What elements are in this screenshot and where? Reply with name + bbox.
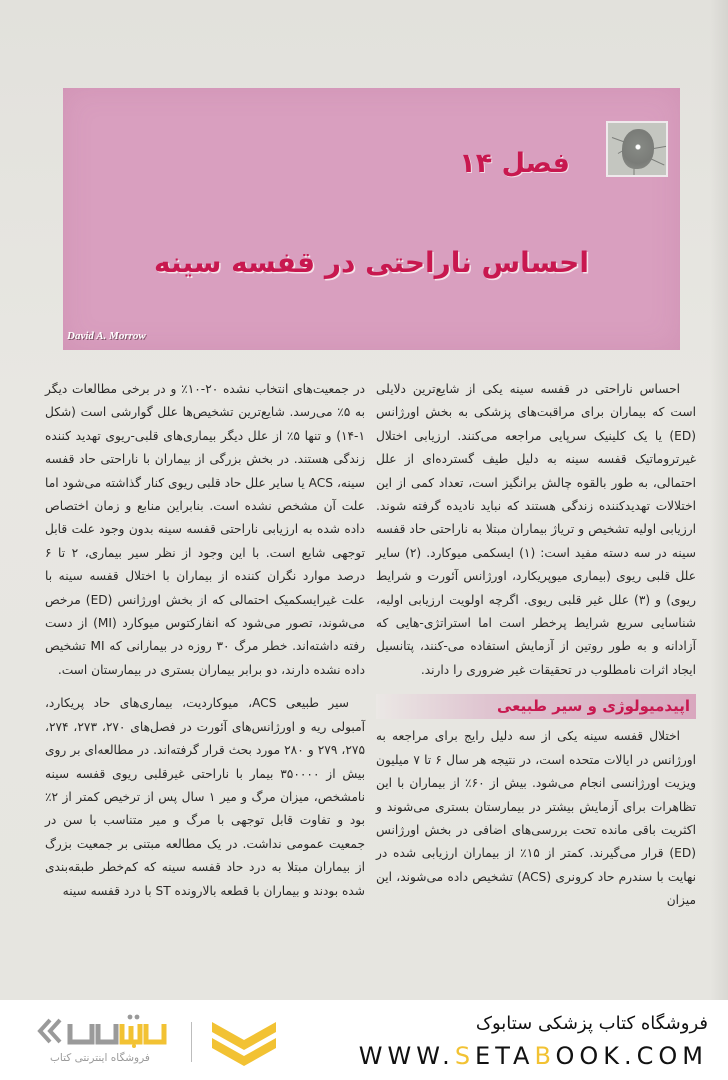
url-highlight-b: B	[534, 1042, 556, 1070]
url-rest: OOK.COM	[555, 1042, 708, 1070]
chapter-banner	[63, 88, 680, 350]
microscopy-cell-icon	[606, 121, 668, 177]
right-text-column	[376, 378, 696, 913]
setabook-chevron-logo-icon	[208, 1018, 280, 1070]
chapter-title: احساس ناراحتی در قفسه سینه	[154, 246, 589, 279]
author-name: David A. Morrow	[67, 330, 146, 342]
setabook-wordmark-logo	[36, 1014, 186, 1048]
watermark-footer	[0, 1000, 728, 1080]
store-name: فروشگاه کتاب پزشکی ستابوک	[475, 1013, 708, 1034]
url-highlight-s: S	[454, 1042, 476, 1070]
natural-history-paragraph: سیر طبیعی ACS، میوکاردیت، بیماری‌های حاد پریکارد، آمبولی ریه و اورژانس‌های آئورت در فصل‌های ۲۷۰، ۲۷۳، ۲۷۴، ۲۷۵، ۲۷۹ و ۲۸۰ مورد بحث قرار گرفته‌اند. در مطالعه‌ای بر روی بیش از ۳۵۰۰۰۰ بیمار با ناراحتی غیرقلبی ریوی قفسه سینه نامشخص، میزان مرگ و میر ۱ سال پس از ترخیص کمتر از ۲٪ بود و تفاوت قابل توجهی با مرگ و میر متناسب با سن در جمعیت عمومی نداشت. در یک مطالعه مبتنی بر جمعیت بزرگ از بیماران مبتلا به درد حاد قفسه سینه که کم‌خطر طبقه‌بندی شده بودند و بیماران با قطعه بالارونده ST با درد قفسه سینه	[45, 696, 366, 898]
logo-divider	[191, 1022, 192, 1062]
url-eta: ETA	[475, 1042, 535, 1070]
left-text-column	[45, 378, 365, 903]
chapter-number: فصل ۱۴	[459, 148, 570, 179]
url-prefix: WWW.	[358, 1042, 455, 1070]
logo-tagline: فروشگاه اینترنتی کتاب	[50, 1052, 150, 1064]
page-edge-shadow	[710, 0, 728, 1000]
store-url[interactable]	[359, 1042, 708, 1070]
section-heading-epidemiology: اپیدمیولوژی و سیر طبیعی	[376, 694, 696, 719]
epidemiology-paragraph: اختلال قفسه سینه یکی از سه دلیل رایج برای مراجعه به اورژانس در ایالات متحده است، در نتیجه هر سال ۶ تا ۷ میلیون ویزیت اورژانسی انجام می‌شود. بیش از ۶۰٪ از بیماران با این تظاهرات برای آزمایش بیشتر در بیمارستان بستری می‌شوند و اکثریت باقی مانده تحت بررسی‌های اضافی در بخش اورژانس (ED) قرار می‌گیرند. کمتر از ۱۵٪ از بیماران ارزیابی شده در نهایت با سندرم حاد کرونری (ACS) تشخیص داده می‌شوند، این میزان	[376, 729, 697, 908]
intro-paragraph: احساس ناراحتی در قفسه سینه یکی از شایع‌ترین دلایلی است که بیماران برای مراقبت‌های پزشکی به بخش اورژانس (ED) یا یک کلینیک سرپایی مراجعه می‌کنند. ارزیابی اختلال غیرتروماتیک قفسه سینه به دلیل طیف گسترده‌ای از علل احتمالی، به طور بالقوه چالش برانگیز است، تعداد کمی از این اختلالات تهدیدکننده زندگی هستند که نباید نادیده گرفته شوند. ارزیابی اولیه تشخیص و تریاژ بیماران مبتلا به ناراحتی حاد قفسه سینه در سه دسته مفید است: (۱) ایسکمی میوکارد. (۲) سایر علل قلبی ریوی (بیماری میوپریکارد، اورژانس آئورت و شرایط ریوی) و (۳) علل غیر قلبی ریوی. اگرچه اولویت ارزیابی اولیه، شناسایی سریع شرایط پرخطر است اما استراتژی-هایی که آزادانه و به طور روتین از آزمایش استفاده می-کنند، پتانسیل ایجاد اثرات نامطلوب در تحقیقات غیر ضروری را دارند.	[376, 382, 697, 677]
continued-paragraph: در جمعیت‌های انتخاب نشده ۲۰-۱۰٪ و در برخی مطالعات دیگر به ۵٪ می‌رسد. شایع‌ترین تشخیص‌ها علل گوارشی است (شکل ۱-۱۴) و تنها ۵٪ از علل دیگر بیماری‌های قلبی-ریوی تهدید کننده زندگی هستند. در بخش بزرگی از بیماران با ناراحتی حاد قفسه سینه، ACS یا سایر علل حاد قلبی ریوی کنار گذاشته می‌شود اما علت آن مشخص نشده است. بنابراین منابع و زمان اختصاص داده شده به ارزیابی ناراحتی قفسه سینه بدون وجود علت قابل توجهی شایع است. با این وجود از نظر سیر بیماری، ۲ تا ۶ درصد موارد نگران کننده از بیماران با اختلال قفسه سینه با علت غیرایسکمیک احتمالی که از بخش اورژانس (ED) مرخص می‌شوند، تصور می‌شود که انفارکتوس میوکارد (MI) از دست رفته داشته‌اند. خطر مرگ ۳۰ روزه در بیمارانی که MI تشخیص داده نشده دارند، دو برابر بیماران بستری در بیمارستان است.	[45, 382, 366, 677]
